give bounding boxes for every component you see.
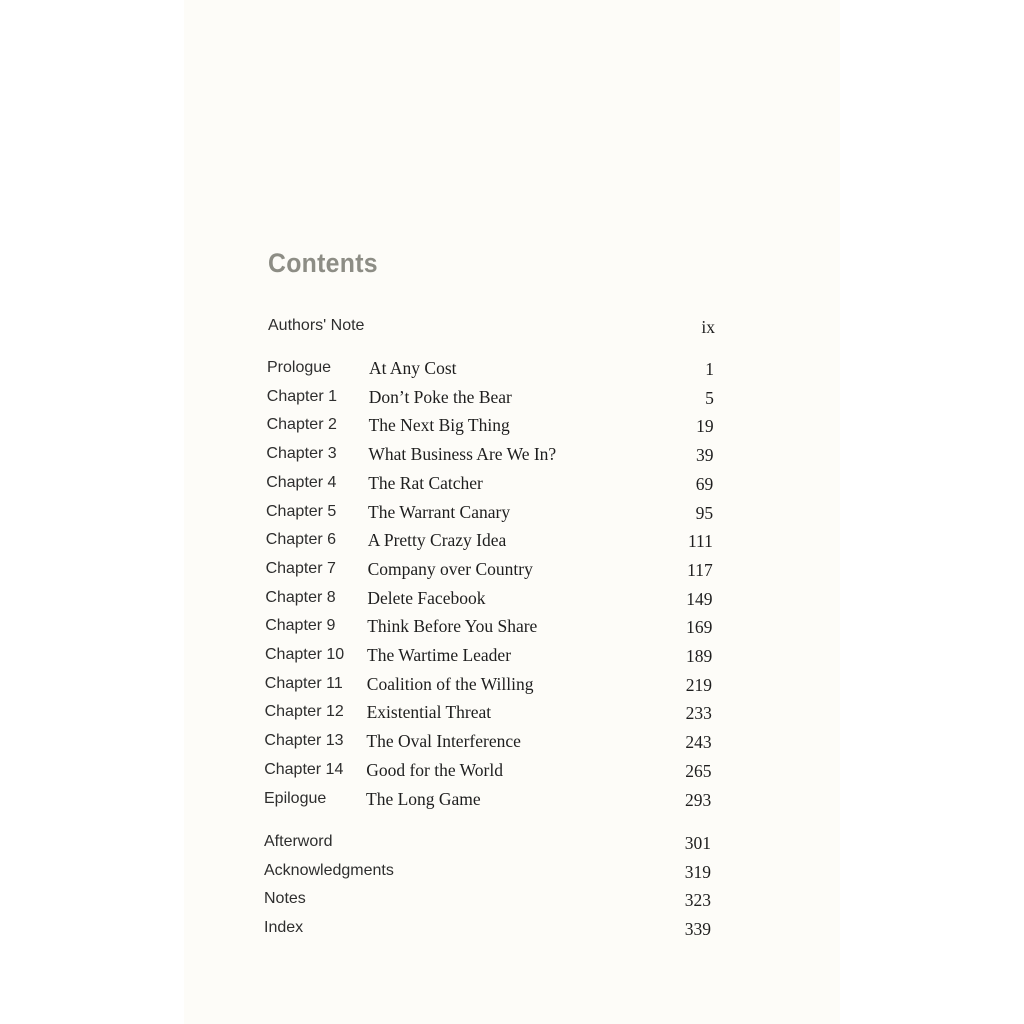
toc-entry xyxy=(0,644,1024,670)
entry-title: What Business Are We In? xyxy=(368,444,557,465)
entry-title: The Oval Interference xyxy=(366,731,521,752)
entry-page-number: 339 xyxy=(684,919,711,940)
toc-entry xyxy=(0,357,1024,383)
entry-label: Chapter 1 xyxy=(266,387,338,405)
entry-page-number: 293 xyxy=(685,789,712,810)
entry-label: Chapter 9 xyxy=(265,617,336,635)
entry-label: Chapter 13 xyxy=(264,732,344,750)
entry-page-number: 69 xyxy=(695,473,714,494)
entry-label: Chapter 8 xyxy=(265,588,336,606)
entry-title: Company over Country xyxy=(367,558,533,579)
entry-label: Chapter 7 xyxy=(265,559,336,577)
entry-label: Acknowledgments xyxy=(264,861,394,879)
toc-entry xyxy=(0,386,1024,412)
toc-entry xyxy=(0,860,1024,886)
entry-title: The Wartime Leader xyxy=(367,645,512,665)
entry-label: Notes xyxy=(264,890,306,908)
toc-entry xyxy=(0,558,1024,584)
entry-title: A Pretty Crazy Idea xyxy=(367,530,507,551)
entry-title: Don’t Poke the Bear xyxy=(368,386,512,407)
entry-page-number: 243 xyxy=(685,732,712,753)
entry-label: Chapter 11 xyxy=(264,674,343,692)
toc-entry xyxy=(0,472,1024,498)
entry-page-number: ix xyxy=(701,317,715,337)
toc-entry xyxy=(0,831,1024,857)
entry-label: Epilogue xyxy=(264,789,327,807)
entry-page-number: 265 xyxy=(685,760,712,781)
toc-entry xyxy=(0,759,1024,785)
entry-label: Chapter 10 xyxy=(265,646,345,663)
entry-page-number: 19 xyxy=(696,416,714,437)
entry-title: At Any Cost xyxy=(369,358,457,378)
entry-label: Chapter 6 xyxy=(265,531,337,549)
toc-entry xyxy=(0,315,1024,341)
toc-entry xyxy=(0,788,1024,814)
entry-label: Chapter 2 xyxy=(266,416,337,434)
entry-label: Chapter 3 xyxy=(266,445,337,463)
entry-page-number: 301 xyxy=(684,833,711,853)
toc-entry xyxy=(0,501,1024,527)
toc-entry xyxy=(0,673,1024,699)
toc-entry xyxy=(0,587,1024,613)
entry-title: Good for the World xyxy=(366,759,503,780)
entry-page-number: 95 xyxy=(695,502,714,523)
entry-label: Afterword xyxy=(264,833,333,850)
entry-page-number: 319 xyxy=(684,861,711,882)
entry-page-number: 233 xyxy=(685,703,712,724)
entry-title: The Warrant Canary xyxy=(368,501,511,522)
entry-title: The Long Game xyxy=(366,788,481,809)
entry-page-number: 5 xyxy=(705,387,714,408)
toc-entry xyxy=(0,615,1024,641)
entry-title: Think Before You Share xyxy=(367,616,538,637)
entry-label: Prologue xyxy=(267,359,332,376)
entry-page-number: 323 xyxy=(684,890,711,911)
entry-label: Index xyxy=(264,919,304,937)
entry-title: The Next Big Thing xyxy=(368,415,510,436)
toc-entry xyxy=(0,414,1024,440)
entry-page-number: 111 xyxy=(687,531,713,552)
entry-page-number: 149 xyxy=(686,588,713,609)
entry-title: The Rat Catcher xyxy=(368,472,483,493)
entry-page-number: 39 xyxy=(695,445,714,466)
toc-entry xyxy=(0,730,1024,756)
entry-title: Coalition of the Willing xyxy=(366,673,534,694)
entry-page-number: 117 xyxy=(687,559,713,580)
entry-label: Chapter 5 xyxy=(266,502,337,520)
entry-title: Delete Facebook xyxy=(367,587,486,608)
entry-page-number: 219 xyxy=(685,674,713,695)
toc-entry xyxy=(0,529,1024,555)
entry-page-number: 169 xyxy=(686,617,713,638)
entry-label: Chapter 4 xyxy=(266,473,337,491)
entry-title: Existential Threat xyxy=(366,702,492,723)
toc-entry xyxy=(0,888,1024,914)
entry-page-number: 189 xyxy=(685,646,713,666)
entry-label: Chapter 12 xyxy=(264,703,344,721)
page-title: Contents xyxy=(268,248,378,278)
toc-entry xyxy=(0,701,1024,727)
entry-page-number: 1 xyxy=(705,359,714,379)
toc-entry xyxy=(0,443,1024,469)
toc-entry xyxy=(0,917,1024,943)
entry-label: Chapter 14 xyxy=(264,760,344,778)
entry-label: Authors' Note xyxy=(268,317,365,334)
